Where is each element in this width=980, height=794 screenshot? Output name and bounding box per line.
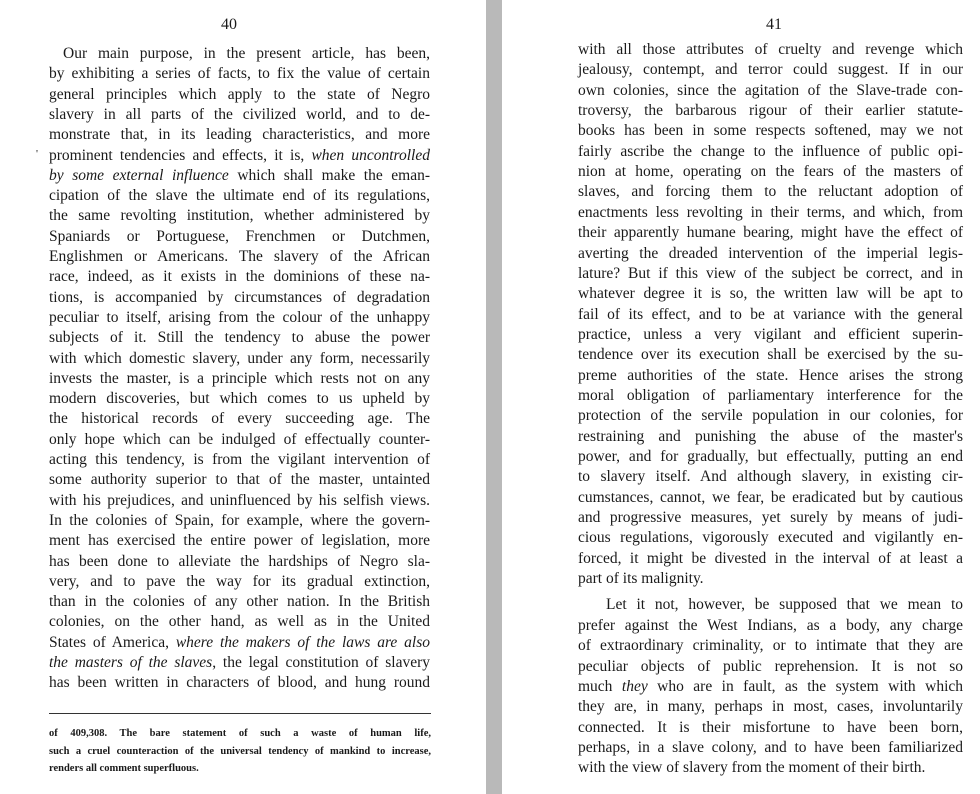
- text-line: [49, 673, 430, 694]
- text-run: Let it not, however, be supposed that we mean to: [606, 596, 963, 614]
- text-line: [578, 244, 963, 265]
- text-line: [49, 369, 430, 390]
- text-line: [578, 758, 963, 779]
- text-line: [578, 657, 963, 678]
- text-run: Our main purpose, in the present article, has been,: [63, 45, 430, 62]
- text-line: [49, 430, 430, 451]
- text-run: States of America,: [49, 633, 176, 651]
- text-run: with the view of slavery from the moment of their birth.: [578, 759, 926, 777]
- text-line: [578, 264, 963, 285]
- text-line: [49, 105, 430, 126]
- text-line: [49, 409, 430, 430]
- text-run: colonies, on the other hand, as well as in the United: [49, 613, 430, 631]
- text-run: Spaniards or Portuguese, Frenchmen or Dutchmen,: [49, 227, 430, 245]
- text-run: cious regulations, vigorously executed and vigilantly en-: [578, 529, 963, 547]
- text-run: fairly ascribe the change to the influence of public opi-: [578, 142, 963, 160]
- text-run: tendence over its execution shall be exercised by the su-: [578, 346, 963, 364]
- text-run: has been written in characters of blood, and hung round: [49, 674, 430, 692]
- text-run: only hope which can be indulged of effectually counter-: [49, 430, 430, 448]
- text-line: [49, 227, 430, 248]
- text-run: whatever degree it is so, the written law will be apt to: [578, 285, 963, 303]
- italic-text: by some external influence: [49, 166, 229, 184]
- text-run: of extraordinary criminality, or to intimate that they are: [578, 637, 963, 655]
- footnote-line: of 409,308. The bare statement of such a waste of human life,: [49, 728, 431, 739]
- text-run: who are in fault, as the system with which: [647, 677, 964, 695]
- text-line: [578, 718, 963, 739]
- text-run: they are, in many, perhaps in most, cases, involuntarily: [578, 698, 963, 716]
- text-run: some authority superior to that of the master, untainted: [49, 471, 430, 489]
- text-run: the historical records of every succeeding age. The: [49, 410, 430, 428]
- text-run: invests the master, is a principle which rests not on any: [49, 369, 430, 387]
- text-line: [49, 552, 430, 573]
- text-line: [49, 653, 430, 674]
- text-line: [578, 406, 963, 427]
- text-line: [578, 284, 963, 305]
- text-run: fail of its effect, and to be at variance with the general: [578, 305, 963, 323]
- text-line: [578, 40, 963, 61]
- text-run: the same revolting institution, whether administered by: [49, 207, 430, 225]
- text-line: [578, 366, 963, 387]
- text-line: [49, 247, 430, 268]
- page-number-right: 41: [766, 16, 782, 33]
- text-run: peculiar to itself, arising from the colour of the unhappy: [49, 308, 430, 326]
- text-line: [578, 677, 963, 698]
- text-run: Englishmen or Americans. The slavery of the African: [49, 248, 430, 265]
- text-line: [49, 491, 430, 512]
- text-run: very, and to pave the way for its gradual extinction,: [49, 572, 430, 590]
- text-line: [578, 60, 963, 81]
- text-line: [578, 738, 963, 759]
- text-line: [49, 64, 430, 85]
- text-run: subjects of it. Still the tendency to abuse the power: [49, 329, 430, 347]
- footnote-line: renders all comment superfluous.: [49, 763, 199, 774]
- text-run: which shall make the eman-: [228, 166, 430, 184]
- text-line: [49, 267, 430, 288]
- text-line: [578, 203, 963, 224]
- text-run: monstrate that, in its leading characteristics, and more: [49, 126, 430, 144]
- text-run: than in the colonies of any other nation. In the British: [49, 593, 430, 611]
- text-run: perhaps, in a slave colony, and to have been familiarized: [578, 738, 963, 756]
- text-line: [49, 450, 430, 471]
- text-run: troversy, the barbarous rigour of their earlier statute-: [578, 102, 963, 120]
- text-run: enactments less revolting in their terms, and which, from: [578, 203, 963, 221]
- text-run: race, indeed, as it exists in the dominions of these na-: [49, 268, 430, 286]
- text-line: [578, 447, 963, 468]
- text-line: [49, 572, 430, 593]
- text-run: cumstances, cannot, we fear, be eradicated but by cautious: [578, 488, 963, 506]
- text-line: [49, 633, 430, 654]
- text-run: books has been in some respects softened, may we not: [578, 122, 963, 140]
- text-line: [578, 162, 963, 183]
- text-run: general principles which apply to the state of Negro: [49, 85, 430, 103]
- text-line: [578, 528, 963, 549]
- text-line: [49, 166, 430, 187]
- text-line: [49, 349, 430, 370]
- text-run: averting the dreaded intervention of the imperial legis-: [578, 244, 963, 262]
- text-run: part of its malignity.: [578, 570, 704, 588]
- text-run: In the colonies of Spain, for example, where the govern-: [49, 511, 430, 529]
- text-run: connected. It is their misfortune to have been born,: [578, 718, 963, 736]
- text-line: [578, 325, 963, 346]
- text-line: [49, 592, 430, 613]
- text-run: to slavery itself. And although slavery, in existing cir-: [578, 468, 963, 486]
- text-line: [49, 146, 430, 167]
- text-line: [49, 389, 430, 410]
- text-line: [578, 616, 963, 637]
- text-run: ment has exercised the entire power of legislation, more: [49, 532, 430, 550]
- text-run: has been done to alleviate the hardships of Negro sla-: [49, 552, 430, 570]
- footnote-line: such a cruel counteraction of the universal tendency of mankind to increase,: [49, 745, 431, 757]
- text-line: [578, 427, 963, 448]
- text-line: [49, 125, 430, 146]
- text-run: peculiar objects of public reprehension. It is not so: [578, 657, 963, 675]
- text-line: [578, 549, 963, 570]
- book-gutter: [486, 0, 502, 794]
- text-run: cipation of the slave the ultimate end of its regulations,: [49, 187, 430, 205]
- text-line: [49, 186, 430, 207]
- text-run: prefer against the West Indians, as a body, any charge: [578, 616, 963, 634]
- text-line: [578, 697, 963, 718]
- left-page: [0, 0, 486, 794]
- text-line: [578, 81, 963, 102]
- text-run: own colonies, since the agitation of the Slave-trade con-: [578, 81, 963, 99]
- footnote-rule: [49, 713, 431, 714]
- text-line: [578, 121, 963, 142]
- text-line: [578, 569, 963, 590]
- text-line: [49, 328, 430, 349]
- text-run: forced, it might be divested in the interval of at least a: [578, 549, 963, 567]
- text-line: [578, 305, 963, 326]
- text-line: [49, 85, 430, 106]
- text-run: with all those attributes of cruelty and revenge which: [578, 41, 963, 58]
- text-run: moral obligation of parliamentary interference for the: [578, 386, 963, 404]
- text-run: practice, unless a very vigilant and efficient superin-: [578, 325, 963, 343]
- text-line: [578, 508, 963, 529]
- text-line: [49, 308, 430, 329]
- text-line: [578, 386, 963, 407]
- text-line: [578, 142, 963, 163]
- text-run: much: [578, 677, 622, 695]
- italic-text: they: [621, 677, 648, 695]
- text-run: slavery in all parts of the civilized world, and to de-: [49, 105, 430, 123]
- text-line: [49, 511, 430, 532]
- text-run: preme authorities of the state. Hence arises the strong: [578, 366, 963, 384]
- text-run: with his prejudices, and uninfluenced by his selfish views.: [49, 491, 430, 509]
- text-run: restraining and punishing the abuse of the master's: [578, 427, 963, 445]
- text-line: [578, 467, 963, 488]
- text-run: tions, is accompanied by circumstances of degradation: [49, 288, 430, 306]
- text-run: power, and for gradually, but effectually, putting an end: [578, 448, 963, 465]
- italic-text: when uncontrolled: [311, 146, 430, 164]
- text-line: [49, 531, 430, 552]
- text-run: nion at home, operating on the fears of the masters of: [578, 163, 963, 181]
- text-run: and progressive measures, yet surely by means of judi-: [578, 509, 963, 527]
- text-line: [63, 44, 430, 65]
- text-run: acting this tendency, is from the vigilant intervention of: [49, 451, 430, 468]
- margin-mark: ': [36, 148, 38, 160]
- text-line: [578, 101, 963, 122]
- italic-text: where the makers of the laws are also: [175, 633, 430, 651]
- text-run: modern discoveries, but which comes to us upheld by: [49, 390, 430, 408]
- text-run: their apparently humane bearing, might have the effect of: [578, 224, 963, 242]
- text-line: [606, 595, 963, 616]
- text-line: [49, 612, 430, 633]
- text-run: jealousy, contempt, and terror could suggest. If in our: [578, 61, 963, 79]
- text-line: [49, 288, 430, 309]
- page-number-left: 40: [221, 16, 237, 33]
- text-line: [578, 636, 963, 657]
- text-run: lature? But if this view of the subject be correct, and in: [578, 264, 963, 282]
- text-run: protection of the servile population in our colonies, for: [578, 407, 963, 425]
- italic-text: the masters of the slaves: [49, 654, 213, 671]
- text-line: [49, 470, 430, 491]
- text-run: , the legal constitution of slavery: [212, 654, 430, 671]
- text-line: [578, 488, 963, 509]
- text-line: [49, 206, 430, 227]
- right-page: [502, 0, 980, 794]
- text-line: [578, 182, 963, 203]
- text-run: with which domestic slavery, under any form, necessarily: [49, 349, 430, 367]
- text-run: slaves, and forcing them to the reluctant adoption of: [578, 183, 963, 201]
- text-line: [578, 345, 963, 366]
- text-run: prominent tendencies and effects, it is,: [49, 146, 312, 164]
- text-run: by exhibiting a series of facts, to fix the value of certain: [49, 65, 430, 83]
- text-line: [578, 223, 963, 244]
